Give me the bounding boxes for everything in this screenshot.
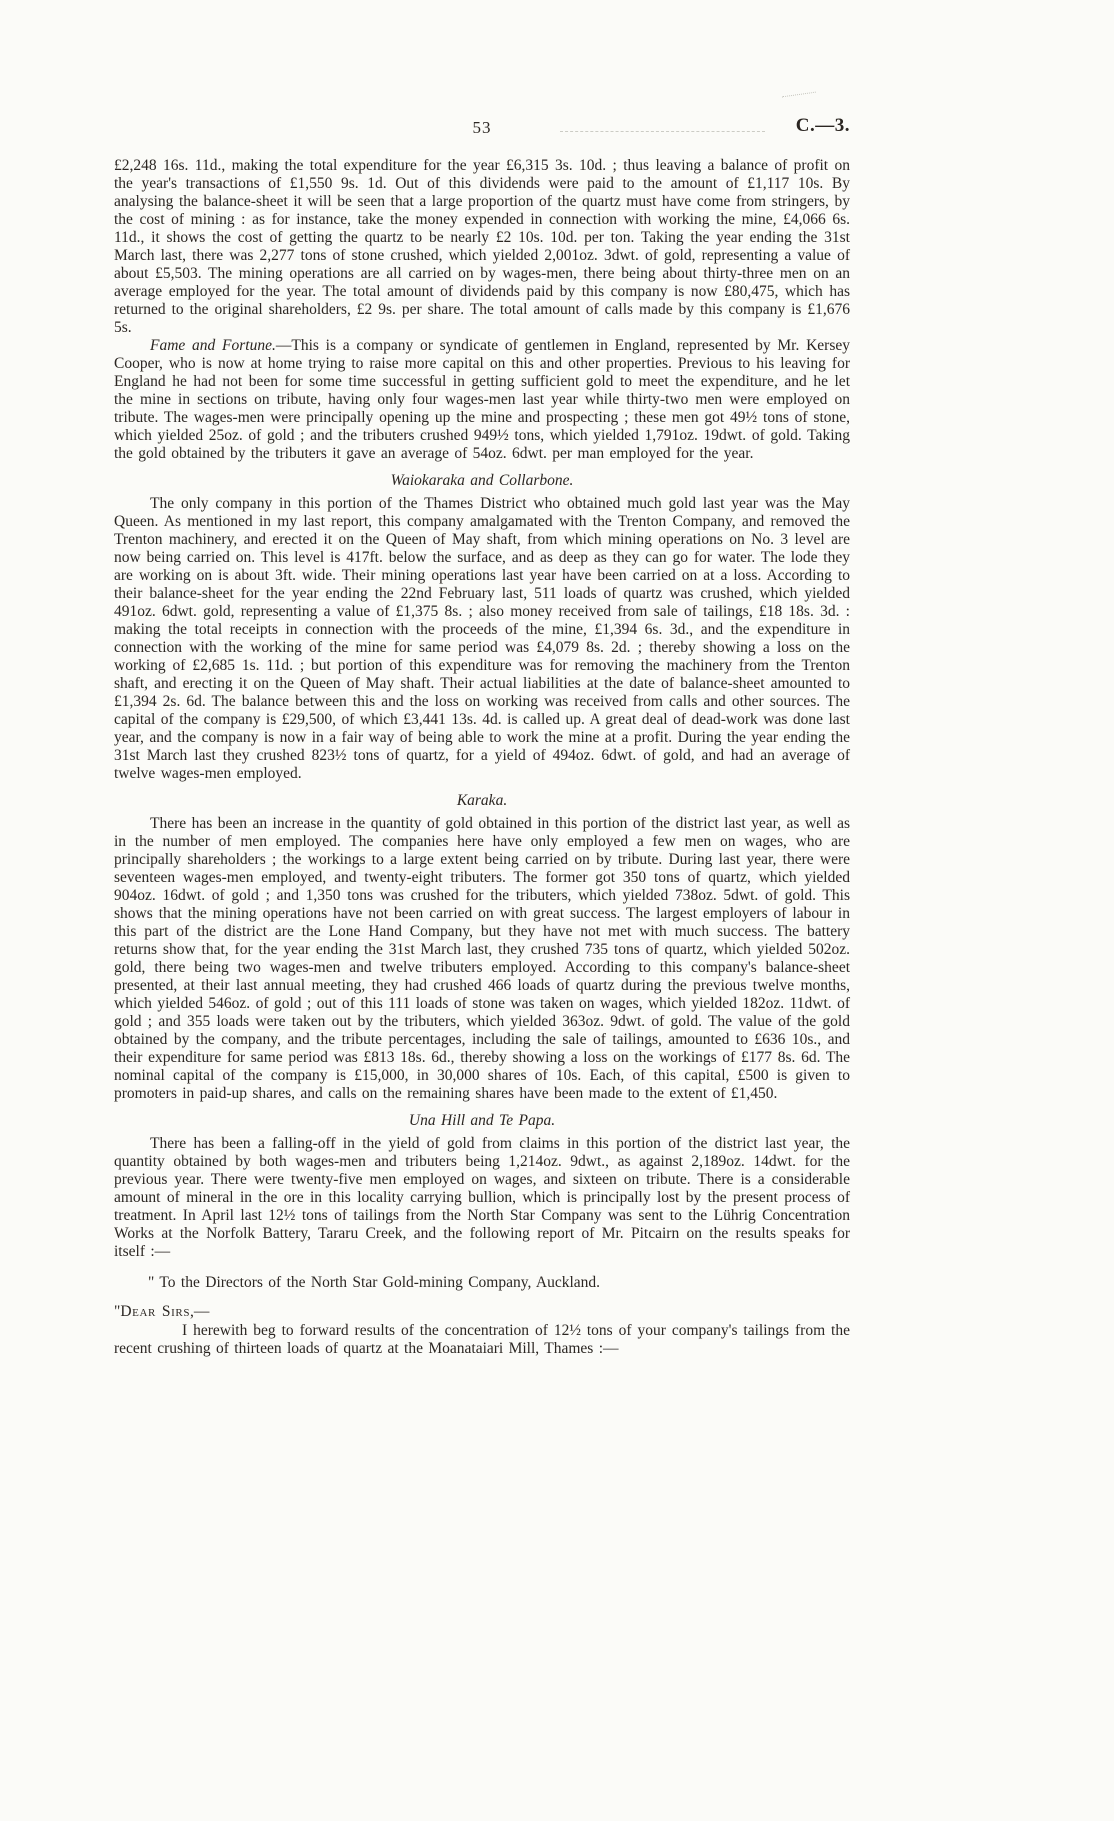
letter-salutation-name: Dear Sirs [120, 1303, 191, 1320]
section-body-karaka: There has been an increase in the quantity of gold obtained in this portion of the district last year, as well as in the number of men employed. The companies here have only employed a few men on wages, who are principally shareholders ; the workings to a large extent being carried on by tribute. During last year, there were seventeen wages-men employed, and twenty-eight tributers. The former got 350 tons of quartz, which yielded 904oz. 16dwt. of gold ; and 1,350 tons was crushed for the tributers, which yielded 738oz. 5dwt. of gold. This shows that the mining operations have not been carried on with great success. The largest employers of labour in this part of the district are the Lone Hand Company, but they have not met with much success. The battery returns show that, for the year ending the 31st March last, they crushed 735 tons of quartz, which yielded 502oz. gold, there being two wages-men and twelve tributers employed. According to this company's balance-sheet presented, at their last annual meeting, they had crushed 466 loads of quartz during the previous twelve months, which yielded 546oz. of gold ; out of this 111 loads of stone was taken on wages, which yielded 182oz. 11dwt. of gold ; and 355 loads were taken out by the tributers, which yielded 363oz. 9dwt. of gold. The value of the gold obtained by the company, and the tribute percentages, including the sale of tailings, amounted to £636 10s., and their expenditure for same period was £813 18s. 6d., thereby showing a loss on the workings of £177 8s. 6d. The nominal capital of the company is £15,000, in 30,000 shares of 10s. Each, of this capital, £500 is given to promoters in paid-up shares, and calls on the remaining shares have been made to the extent of £1,450. [114, 815, 850, 1102]
section-body-waiokaraka: The only company in this portion of the Thames District who obtained much gold last year was the May Queen. As mentioned in my last report, this company amalgamated with the Trenton Company, and removed the Trenton machinery, and erected it on the Queen of May shaft, from which mining operations on No. 3 level are now being carried on. This level is 417ft. below the surface, and as deep as they can go for water. The lode they are working on is about 3ft. wide. Their mining operations last year have been carried on at a loss. According to their balance-sheet for the year ending the 22nd February last, 511 loads of quartz was crushed, which yielded 491oz. 6dwt. gold, representing a value of £1,375 8s. ; also money received from sale of tailings, £18 18s. 3d. : making the total receipts in connection with the proceeds of the mine, £1,394 6s. 3d., and the expenditure in connection with the working of the mine for same period was £4,079 8s. 2d. ; thereby showing a loss on the working of £2,685 1s. 11d. ; but portion of this expenditure was for removing the machinery from the Trenton shaft, and erecting it on the Queen of May shaft. Their actual liabilities at the date of balance-sheet amounted to £1,394 2s. 6d. The balance between this and the loss on working was received from calls and other sources. The capital of the company is £29,500, of which £3,441 13s. 4d. is called up. A great deal of dead-work was done last year, and the company is now in a fair way of being able to work the mine at a profit. During the year ending the 31st March last they crushed 823½ tons of quartz, for a yield of 494oz. 6dwt. of gold, and had an average of twelve wages-men employed. [114, 495, 850, 782]
letter-salutation-dash: ,— [190, 1303, 210, 1320]
paragraph-fame-and-fortune [114, 337, 850, 463]
fame-and-fortune-lead: Fame and Fortune. [150, 337, 276, 354]
page-number: 53 [472, 118, 492, 137]
page-header [114, 115, 850, 144]
letter-salutation-quote: " [114, 1303, 121, 1320]
letter-body-paragraph: I herewith beg to forward results of the concentration of 12½ tons of your company's tailings from the recent crushing of thirteen loads of quartz at the Moanataiari Mill, Thames :— [114, 1322, 850, 1357]
section-heading-karaka: Karaka. [456, 792, 508, 809]
document-reference: C.—3. [795, 115, 850, 136]
scan-artifact [782, 92, 816, 98]
letter-address-line: " To the Directors of the North Star Gold-mining Company, Auckland. [148, 1274, 601, 1291]
paragraph-expenditure-summary: £2,248 16s. 11d., making the total expenditure for the year £6,315 3s. 10d. ; thus leaving a balance of profit on the year's transactions of £1,550 9s. 1d. Out of this dividends were paid to the amount of £1,117 10s. By analysing the balance-sheet it will be seen that a large proportion of the quartz must have come from stringers, by the cost of mining : as for instance, take the money expended in connection with working the mine, £4,066 6s. 11d., it shows the cost of getting the quartz to be nearly £2 10s. 10d. per ton. Taking the year ending the 31st March last, there was 2,277 tons of stone crushed, which yielded 2,001oz. 3dwt. of gold, representing a value of about £5,503. The mining operations are all carried on by wages-men, there being about thirty-three men on an average employed for the year. The total amount of dividends paid by this company is now £80,475, which has returned to the original shareholders, £2 9s. per share. The total amount of calls made by this company is £1,676 5s. [114, 157, 850, 336]
document-body [114, 157, 850, 1358]
section-heading-waiokaraka: Waiokaraka and Collarbone. [390, 472, 574, 489]
letter-salutation [114, 1303, 850, 1321]
section-body-una-hill: There has been a falling-off in the yield of gold from claims in this portion of the district last year, the quantity obtained by both wages-men and tributers being 1,214oz. 9dwt., as against 2,189oz. 14dwt. for the previous year. There were twenty-five men employed on wages, and sixteen on tribute. There is a considerable amount of mineral in the ore in this locality carrying bullion, which is principally lost by the present process of treatment. In April last 12½ tons of tailings from the North Star Company was sent to the Lührig Concentration Works at the Norfolk Battery, Tararu Creek, and the following report of Mr. Pitcairn on the results speaks for itself :— [114, 1135, 850, 1260]
fame-and-fortune-text: —This is a company or syndicate of gentlemen in England, represented by Mr. Kersey Cooper, who is now at home trying to raise more capital on this and other properties. Previous to his leaving for England he had not been for some time successful in getting sufficient gold to meet the expenditure, and he let the mine in sections on tribute, having only four wages-men last year while thirty-two men were employed on tribute. The wages-men were principally opening up the mine and prospecting ; these men got 49½ tons of stone, which yielded 25oz. of gold ; and the tributers crushed 949½ tons, which yielded 1,791oz. 19dwt. of gold. Taking the gold obtained by the tributers it gave an average of 54oz. 6dwt. per man employed for the year. [114, 337, 850, 462]
section-heading-una-hill: Una Hill and Te Papa. [408, 1112, 556, 1129]
